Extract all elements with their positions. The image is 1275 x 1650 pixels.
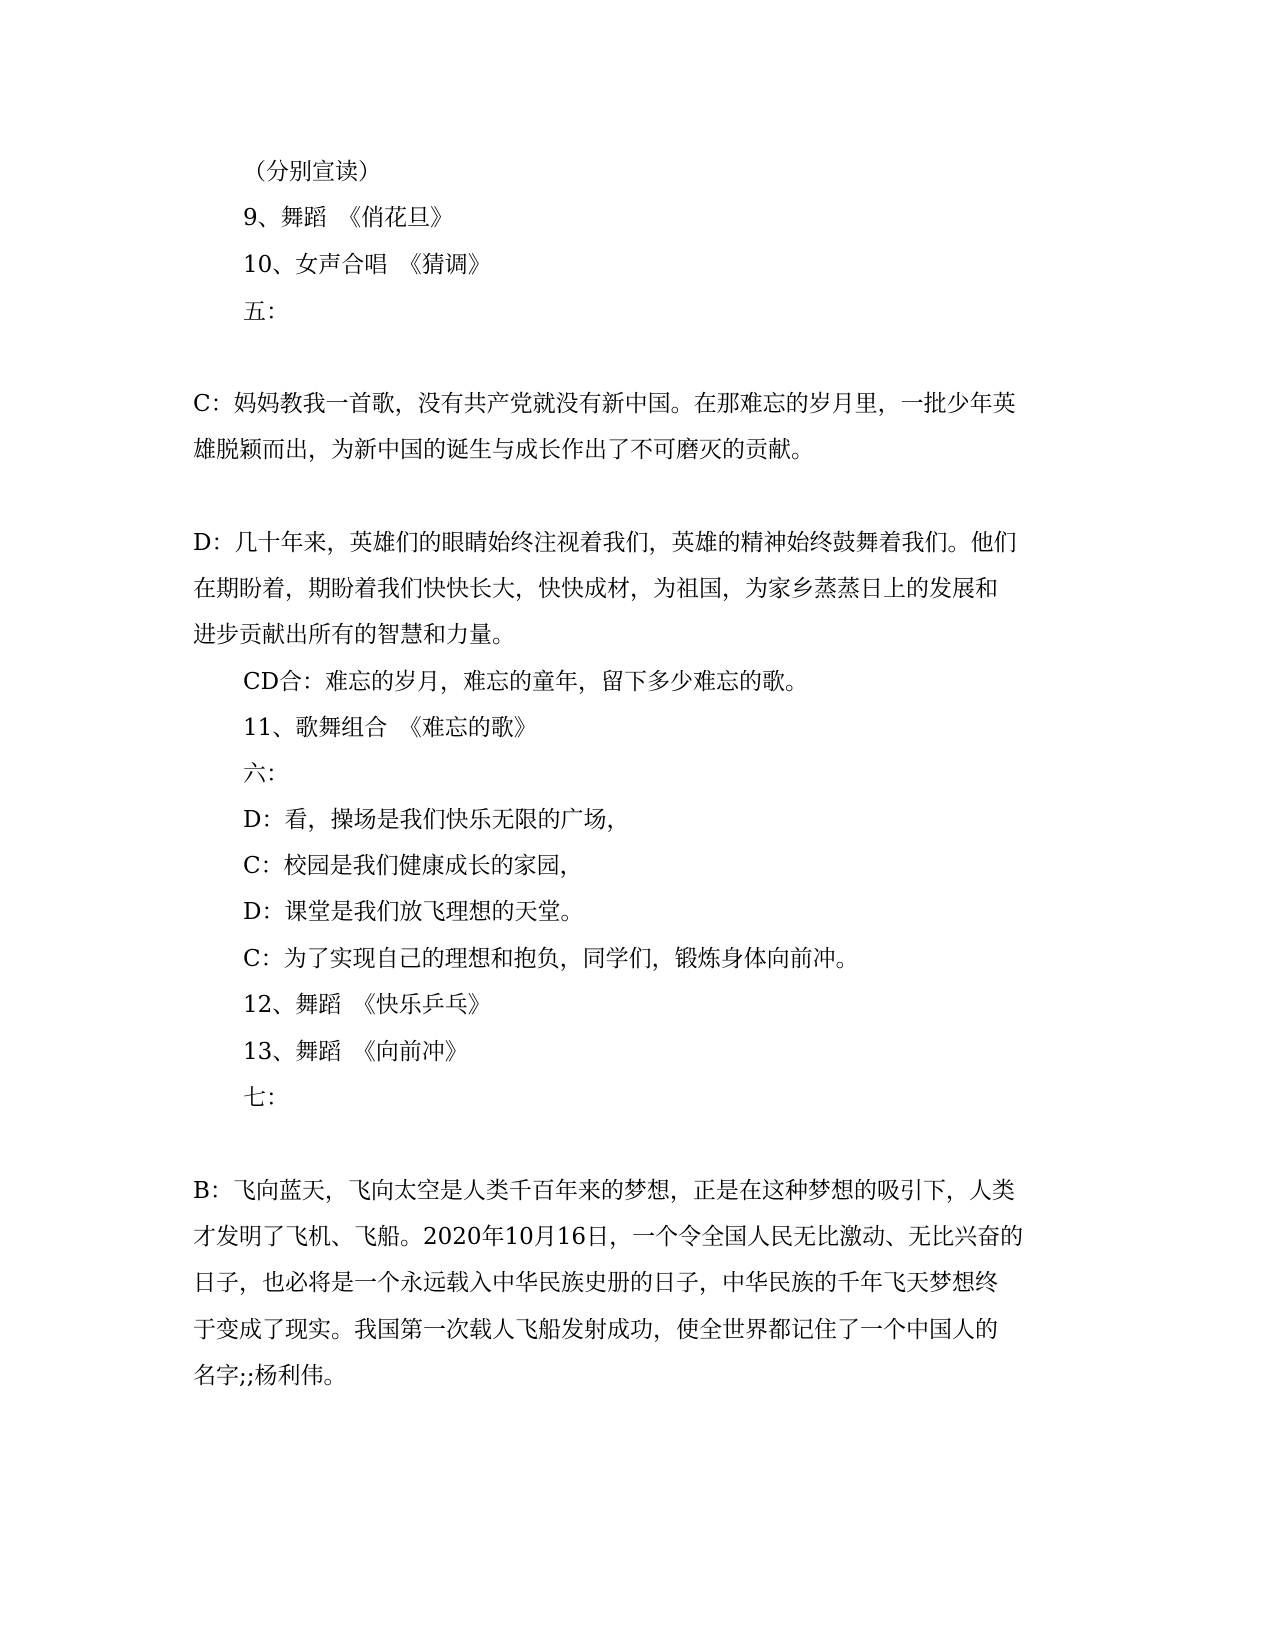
- text-line: 名字;;杨利伟。: [193, 1363, 347, 1389]
- text-line: 9、舞蹈 《俏花旦》: [243, 205, 454, 231]
- text-line: 日子，也必将是一个永远载入中华民族史册的日子，中华民族的千年飞天梦想终: [193, 1270, 998, 1296]
- text-line: 进步贡献出所有的智慧和力量。: [193, 622, 515, 648]
- text-line: D：课堂是我们放飞理想的天堂。: [243, 899, 584, 925]
- text-line: 六：: [243, 761, 289, 787]
- text-line: 雄脱颖而出，为新中国的诞生与成长作出了不可磨灭的贡献。: [193, 437, 814, 463]
- text-line: 13、舞蹈 《向前冲》: [243, 1039, 468, 1065]
- text-line: C：妈妈教我一首歌，没有共产党就没有新中国。在那难忘的岁月里，一批少年英: [193, 391, 1016, 417]
- text-line: 七：: [243, 1085, 289, 1111]
- text-line: 才发明了飞机、飞船。2020年10月16日，一个令全国人民无比激动、无比兴奋的: [193, 1224, 1024, 1250]
- text-line: C：校园是我们健康成长的家园，: [243, 853, 583, 879]
- text-line: D：看，操场是我们快乐无限的广场，: [243, 807, 630, 833]
- text-line: 于变成了现实。我国第一次载人飞船发射成功，使全世界都记住了一个中国人的: [193, 1317, 998, 1343]
- text-line: 10、女声合唱 《猜调》: [243, 252, 491, 278]
- text-line: CD合：难忘的岁月，难忘的童年，留下多少难忘的歌。: [243, 669, 809, 695]
- text-line: 在期盼着，期盼着我们快快长大，快快成材，为祖国，为家乡蒸蒸日上的发展和: [193, 576, 998, 602]
- text-line: 12、舞蹈 《快乐乒乓》: [243, 992, 491, 1018]
- text-line: 五：: [243, 299, 289, 325]
- text-line: D：几十年来，英雄们的眼睛始终注视着我们，英雄的精神始终鼓舞着我们。他们: [193, 530, 1017, 556]
- text-line: B：飞向蓝天，飞向太空是人类千百年来的梦想，正是在这种梦想的吸引下，人类: [193, 1178, 1015, 1204]
- text-line: 11、歌舞组合 《难忘的歌》: [243, 715, 537, 741]
- text-line: （分别宣读）: [243, 159, 381, 185]
- text-line: C：为了实现自己的理想和抱负，同学们，锻炼身体向前冲。: [243, 946, 859, 972]
